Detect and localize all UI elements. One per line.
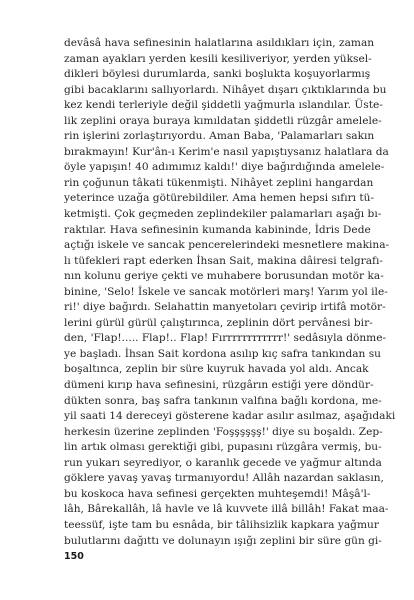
text-line: lâh, Bârekallâh, lâ havle ve lâ kuvvete illâ billâh! Fakat maa- bbox=[64, 503, 389, 516]
text-line: açtığı iskele ve sancak pencerelerindeki mesnetlere makina- bbox=[64, 239, 390, 252]
text-line: rin çoğunun tâkati tükenmişti. Nihâyet zeplini hangardan bbox=[64, 176, 374, 189]
text-line: yeterince uzağa götürebildiler. Ama hemen hepsi sıfırı tü- bbox=[64, 192, 375, 205]
text-line: gibi bacaklarını sallıyorlardı. Nihâyet dışarı çıktıklarında bu bbox=[64, 83, 387, 96]
text-line: devâsâ hava sefinesinin halatlarına asıldıkları için, zaman bbox=[64, 37, 375, 49]
text-line: bu koskoca hava sefinesi gerçekten muhteşemdi! Mâşâ'l- bbox=[64, 487, 371, 500]
text-line: öyle yapışın! 40 adımımız kaldı!' diye bağırdığında amelele- bbox=[64, 161, 385, 174]
text-line: ye başladı. İhsan Sait kordona asılıp kıç safra tankından su bbox=[64, 347, 381, 360]
text-line: ketmişti. Çok geçmeden zeplindekiler palamarları aşağı bı- bbox=[64, 208, 382, 221]
text-line: yil saati 14 dereceyi gösterene kadar asılır asılmaz, aşağıdaki bbox=[64, 410, 396, 423]
text-line: lı tüfekleri rapt ederken İhsan Sait, makina dâiresi telgrafı- bbox=[64, 254, 383, 267]
text-line: teessüf, işte tam bu esnâda, bir tâlihsizlik kapkara yağmur bbox=[64, 518, 379, 531]
text-line: lerini gürül gürül çalıştırınca, zeplinin dört pervânesi bir- bbox=[64, 316, 373, 329]
text-line: lin artık olması gerektiği gibi, pupasını rüzgâra vermiş, bu- bbox=[64, 441, 382, 454]
text-line: bulutlarını dağıttı ve dolunayın ışığı zeplini bir süre gün gi- bbox=[64, 534, 382, 547]
text-line: kez kendi terleriyle değil şiddetli yağmurla ıslandılar. Üste- bbox=[64, 99, 383, 112]
text-line: lik zeplini oraya buraya kımıldatan şiddetli rüzgâr amelele- bbox=[64, 114, 382, 127]
text-line: herkesin üzerine zeplinden 'Foşşşşşş!' diye su boşaldı. Zep- bbox=[64, 425, 383, 438]
text-line: zaman ayakları yerden kesili kesiliveriyor, yerden yüksel- bbox=[64, 52, 372, 65]
text-line: dümeni kırıp hava sefinesini, rüzgârın estiği yere döndür- bbox=[64, 379, 374, 392]
text-line: den, 'Flap!..... Flap!.. Flap! Fırrrrrrrrrrrr!' sedâsıyla dönme- bbox=[64, 332, 387, 345]
text-line: dikleri böylesi durumlarda, sanki boşlukta koşuyorlarmış bbox=[64, 68, 371, 81]
text-line: binine, 'Selo! İskele ve sancak motörleri marş! Yarım yol ile- bbox=[64, 285, 388, 298]
page-number: 150 bbox=[64, 551, 84, 562]
body-text bbox=[64, 36, 396, 549]
text-line: raktılar. Hava sefinesinin kumanda kabininde, İdris Dede bbox=[64, 223, 371, 236]
text-line: boşaltınca, zeplin bir süre kuyruk havada yol aldı. Ancak bbox=[64, 363, 369, 376]
text-line: nın kolunu geriye çekti ve muhabere borusundan motör ka- bbox=[64, 270, 384, 283]
text-line: dükten sonra, baş safra tankının valfına bağlı kordona, me- bbox=[64, 394, 382, 407]
text-line: ri!' diye bağırdı. Selahattin manyetoları çevirip irtifâ motör- bbox=[64, 301, 386, 314]
text-line: göklere yavaş yavaş tırmanıyordu! Allâh nazardan saklasın, bbox=[64, 472, 384, 485]
text-line: rin işlerini zorlaştırıyordu. Aman Baba, 'Palamarları sakın bbox=[64, 130, 375, 143]
text-line: bırakmayın! Kur'ân-ı Kerim'e nasıl yapıştıysanız halatlara da bbox=[64, 145, 389, 158]
text-line: run yukarı seyrediyor, o karanlık gecede ve yağmur altında bbox=[64, 456, 382, 469]
